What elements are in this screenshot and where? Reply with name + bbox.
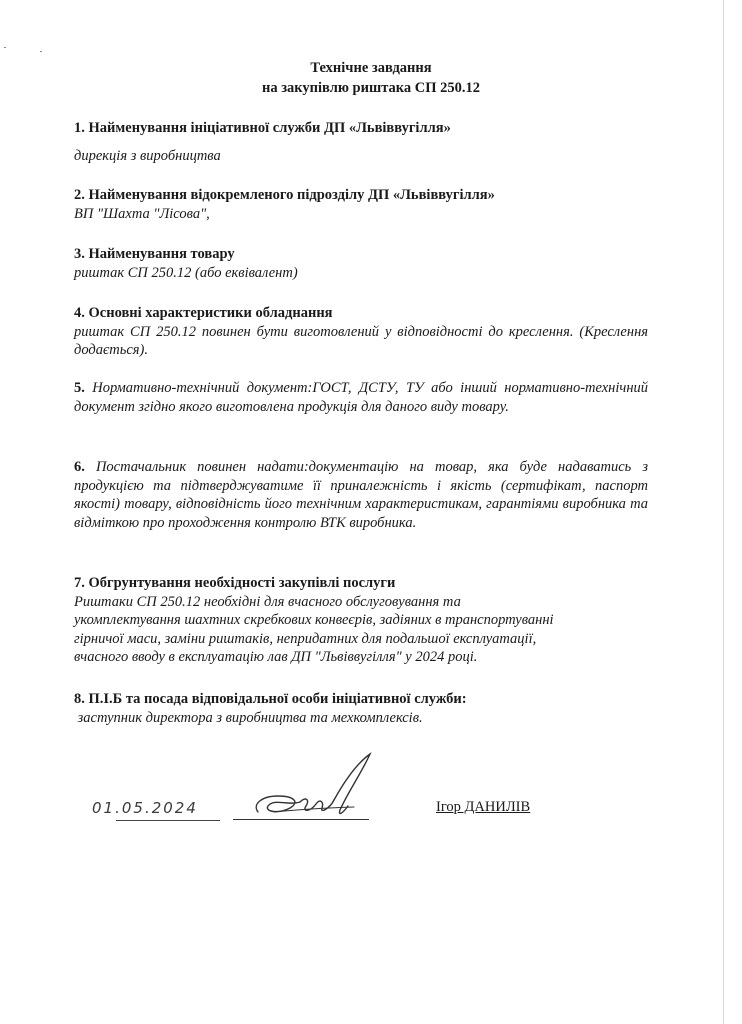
section-8 — [74, 690, 648, 727]
section-7 — [74, 574, 648, 667]
section-3-text: риштак СП 250.12 (або еквівалент) — [74, 264, 298, 281]
section-2-text: ВП "Шахта "Лісова", — [74, 205, 210, 222]
scan-edge — [723, 0, 724, 1024]
section-5-number: 5. — [74, 380, 85, 396]
document-title: Технічне завдання — [310, 60, 432, 76]
section-4-heading: 4. Основні характеристики обладнання — [74, 305, 333, 321]
handwritten-signature — [244, 750, 404, 830]
section-4-text: риштак СП 250.12 повинен бути виготовлений у відповідності до креслення. (Креслення додається). — [74, 323, 648, 358]
section-8-heading: 8. П.І.Б та посада відповідальної особи ініціативної служби: — [74, 691, 467, 707]
section-7-line: Риштаки СП 250.12 необхідні для вчасного обслуговування та — [74, 593, 461, 610]
section-2-heading: 2. Найменування відокремленого підрозділу ДП «Львіввугілля» — [74, 187, 495, 203]
section-2 — [74, 186, 648, 223]
section-5 — [74, 379, 648, 416]
section-7-line: вчасного вводу в експлуатацію лав ДП "Львіввугілля" у 2024 році. — [74, 649, 478, 665]
section-3-heading: 3. Найменування товару — [74, 246, 235, 262]
section-6-text: Постачальник повинен надати:документацію на товар, яка буде надаватись з продукцією та підтверджуватиме її приналежність і якість (сертифікат, паспорт якості) товару, відповідність його технічним характеристикам, гарантіями виробника та відміткою про проходження контролю ВТК виробника. — [74, 459, 648, 531]
scan-speck — [40, 51, 42, 52]
section-1 — [74, 119, 648, 165]
date-underline — [116, 820, 220, 821]
section-7-line: гірничої маси, заміни риштаків, непридатних для подальшої експлуатації, — [74, 630, 537, 647]
scan-speck — [4, 47, 6, 48]
signature-row — [0, 785, 742, 845]
section-1-text: дирекція з виробництва — [74, 147, 221, 164]
section-3 — [74, 245, 648, 282]
section-6-number: 6. — [74, 459, 85, 475]
document-subtitle: на закупівлю риштака СП 250.12 — [261, 80, 481, 96]
section-4 — [74, 304, 648, 360]
section-7-heading: 7. Обгрунтування необхідності закупівлі послуги — [74, 575, 396, 591]
signature-date: 01.05.2024 — [92, 799, 198, 817]
section-7-line: укомплектування шахтних скребкових конвеєрів, задіяних в транспортуванні — [74, 612, 554, 628]
section-8-text: заступник директора з виробництва та мехкомплексів. — [74, 709, 423, 726]
section-1-heading: 1. Найменування ініціативної служби ДП «Львіввугілля» — [74, 120, 451, 136]
section-5-text: Нормативно-технічний документ:ГОСТ, ДСТУ, ТУ або інший нормативно-технічний документ згідно якого виготовлена продукція для даного виду товару. — [74, 380, 649, 415]
responsible-person-name: Ігор ДАНИЛІВ — [436, 799, 531, 815]
section-6 — [74, 458, 648, 532]
